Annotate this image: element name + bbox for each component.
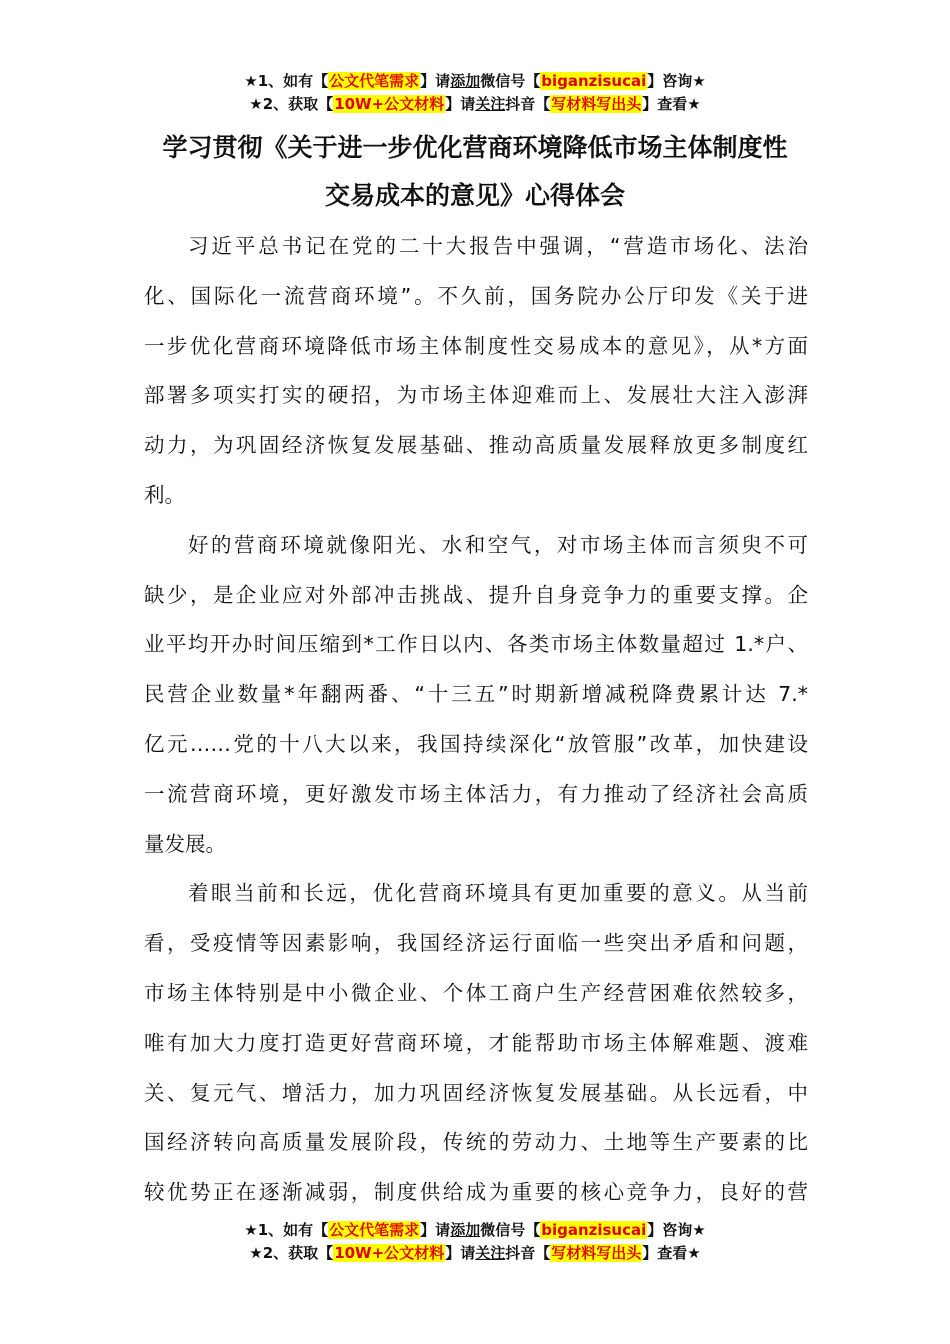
- paragraph-1: [144, 222, 808, 521]
- title-line-1: 学习贯彻《关于进一步优化营商环境降低市场主体制度性: [162, 133, 788, 162]
- highlight-materials: 10W+公文材料: [334, 95, 445, 113]
- paragraph-line: 国经济转向高质量发展阶段，传统的劳动力、土地等生产要素的比: [144, 1130, 808, 1155]
- paragraph-line: 市场主体特别是中小微企业、个体工商户生产经营困难依然较多，: [144, 980, 808, 1005]
- paragraph-line: 一步优化营商环境降低市场主体制度性交易成本的意见》，从*方面: [144, 333, 808, 358]
- highlight-wechat-id: biganzisucai: [541, 72, 647, 90]
- paragraph-line: 动力，为巩固经济恢复发展基础、推动高质量发展释放更多制度红: [144, 433, 808, 458]
- title-line-2: 交易成本的意见》心得体会: [324, 181, 625, 210]
- highlight-wechat-id: biganzisucai: [541, 1221, 647, 1239]
- paragraph-line: 化、国际化一流营商环境”。不久前，国务院办公厅印发《关于进: [144, 283, 808, 308]
- paragraph-line: 一流营商环境，更好激发市场主体活力，有力推动了经济社会高质: [144, 781, 808, 806]
- promo-line-2: ★2、获取【10W+公文材料】请关注抖音【写材料写出头】查看★: [249, 1244, 701, 1262]
- paragraph-line: 利。: [144, 482, 185, 507]
- header-promo-banner: [0, 70, 950, 116]
- paragraph-line: 好的营商环境就像阳光、水和空气，对市场主体而言须臾不可: [188, 532, 808, 557]
- document-body: [144, 222, 808, 1218]
- paragraph-line: 亿元……党的十八大以来，我国持续深化“放管服”改革，加快建设: [144, 731, 808, 756]
- promo-line-1: ★1、如有【公文代笔需求】请添加微信号【biganzisucai】咨询★: [244, 72, 706, 90]
- highlight-douyin-account: 写材料写出头: [551, 1244, 642, 1262]
- promo-line-1: ★1、如有【公文代笔需求】请添加微信号【biganzisucai】咨询★: [244, 1221, 706, 1239]
- highlight-materials: 10W+公文材料: [334, 1244, 445, 1262]
- paragraph-line: 着眼当前和长远，优化营商环境具有更加重要的意义。从当前: [188, 881, 808, 906]
- paragraph-line: 较优势正在逐渐减弱，制度供给成为重要的核心竞争力，良好的营: [144, 1180, 808, 1205]
- paragraph-3: [144, 869, 808, 1218]
- document-title: [0, 124, 950, 220]
- promo-line-2: ★2、获取【10W+公文材料】请关注抖音【写材料写出头】查看★: [249, 95, 701, 113]
- paragraph-line: 关、复元气、增活力，加力巩固经济恢复发展基础。从长远看，中: [144, 1080, 808, 1105]
- footer-promo-banner: [0, 1219, 950, 1265]
- paragraph-2: [144, 521, 808, 870]
- paragraph-line: 唯有加大力度打造更好营商环境，才能帮助市场主体解难题、渡难: [144, 1030, 808, 1055]
- paragraph-line: 量发展。: [144, 831, 226, 856]
- paragraph-line: 习近平总书记在党的二十大报告中强调，“营造市场化、法治: [188, 234, 808, 258]
- paragraph-line: 部署多项实打实的硬招，为市场主体迎难而上、发展壮大注入澎湃: [144, 383, 808, 408]
- highlight-service: 公文代笔需求: [329, 1221, 420, 1239]
- paragraph-line: 民营企业数量*年翻两番、“十三五”时期新增减税降费累计达 7.*: [144, 682, 808, 707]
- paragraph-line: 业平均开办时间压缩到*工作日以内、各类市场主体数量超过 1.*户、: [144, 632, 808, 657]
- highlight-service: 公文代笔需求: [329, 72, 420, 90]
- paragraph-line: 缺少，是企业应对外部冲击挑战、提升自身竞争力的重要支撑。企: [144, 582, 808, 607]
- highlight-douyin-account: 写材料写出头: [551, 95, 642, 113]
- paragraph-line: 看，受疫情等因素影响，我国经济运行面临一些突出矛盾和问题，: [144, 931, 808, 956]
